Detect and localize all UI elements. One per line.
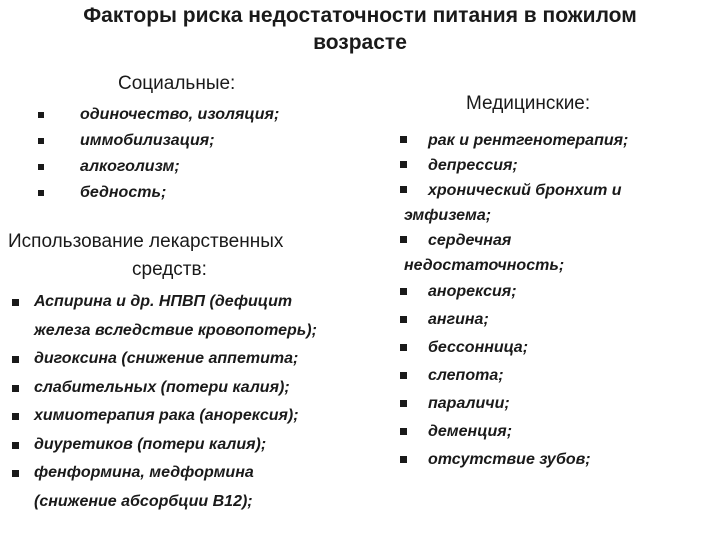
square-bullet-icon <box>400 161 407 168</box>
drugs-heading-line2: средств: <box>132 259 207 280</box>
drugs-list <box>12 288 317 516</box>
slide-title-line1: Факторы риска недостаточности питания в пожилом <box>83 4 637 27</box>
square-bullet-icon <box>400 344 407 351</box>
list-item: ангина; <box>400 306 628 334</box>
medical-heading: Медицинские: <box>466 93 591 114</box>
list-item: отсутствие зубов; <box>400 446 628 474</box>
square-bullet-icon <box>12 413 19 420</box>
list-item: бедность; <box>38 180 279 206</box>
square-bullet-icon <box>38 138 44 144</box>
slide-title-line2: возрасте <box>313 31 407 54</box>
list-item: химиотерапия рака (анорексия); <box>12 402 317 431</box>
drugs-heading-line1: Использование лекарственных <box>8 231 284 252</box>
square-bullet-icon <box>400 236 407 243</box>
square-bullet-icon <box>400 400 407 407</box>
list-item: сердечная недостаточность; <box>400 228 628 278</box>
list-item: одиночество, изоляция; <box>38 102 279 128</box>
list-item: дигоксина (снижение аппетита; <box>12 345 317 374</box>
square-bullet-icon <box>12 470 19 477</box>
list-item: слабительных (потери калия); <box>12 374 317 403</box>
square-bullet-icon <box>38 164 44 170</box>
square-bullet-icon <box>12 385 19 392</box>
list-item: депрессия; <box>400 153 628 178</box>
square-bullet-icon <box>400 428 407 435</box>
social-list <box>38 102 279 206</box>
square-bullet-icon <box>38 190 44 196</box>
list-item: иммобилизация; <box>38 128 279 154</box>
square-bullet-icon <box>400 288 407 295</box>
social-heading: Социальные: <box>118 73 236 94</box>
list-item: слепота; <box>400 362 628 390</box>
list-item: параличи; <box>400 390 628 418</box>
list-item: фенформина, медформина (снижение абсорбции В12); <box>12 459 317 516</box>
square-bullet-icon <box>12 442 19 449</box>
square-bullet-icon <box>400 186 407 193</box>
slide-title <box>0 2 720 56</box>
square-bullet-icon <box>400 316 407 323</box>
list-item: бессонница; <box>400 334 628 362</box>
square-bullet-icon <box>400 136 407 143</box>
list-item: рак и рентгенотерапия; <box>400 128 628 153</box>
list-item: диуретиков (потери калия); <box>12 431 317 460</box>
list-item: хронический бронхит и эмфизема; <box>400 178 628 228</box>
square-bullet-icon <box>400 372 407 379</box>
square-bullet-icon <box>400 456 407 463</box>
square-bullet-icon <box>12 356 19 363</box>
list-item: деменция; <box>400 418 628 446</box>
square-bullet-icon <box>38 112 44 118</box>
medical-list <box>400 128 628 474</box>
list-item: алкоголизм; <box>38 154 279 180</box>
list-item: анорексия; <box>400 278 628 306</box>
square-bullet-icon <box>12 299 19 306</box>
list-item: Аспирина и др. НПВП (дефицит железа вследствие кровопотерь); <box>12 288 317 345</box>
